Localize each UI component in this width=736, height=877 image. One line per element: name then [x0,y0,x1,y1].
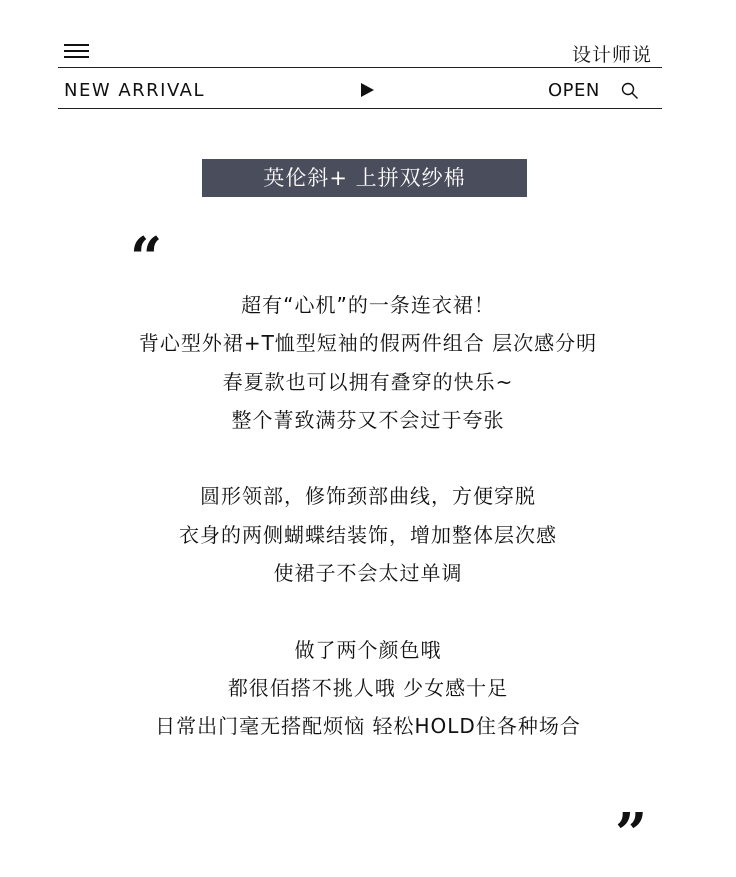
text-line: 圆形领部，修饰颈部曲线，方便穿脱 [200,484,536,509]
header-divider-bottom [58,108,662,109]
text-line: 衣身的两侧蝴蝶结装饰，增加整体层次感 [179,522,557,547]
close-quote-mark: ” [615,801,648,867]
text-line: 做了两个颜色哦 [294,637,442,662]
text-line: 背心型外裙+T恤型短袖的假两件组合 层次感分明 [138,331,598,356]
new-arrival-link[interactable]: NEW ARRIVAL [64,80,205,101]
open-quote-mark: “ [130,225,163,291]
text-line: 春夏款也可以拥有叠穿的快乐~ [222,369,514,394]
text-line: 日常出门毫无搭配烦恼 轻松HOLD住各种场合 [155,714,581,739]
section-banner: 英伦斜+ 上拼双纱棉 [202,159,527,197]
header-divider-top [58,67,662,68]
hamburger-menu-icon[interactable] [64,44,89,59]
search-icon[interactable] [621,82,639,100]
text-line: 整个菁致满芬又不会过于夸张 [231,407,505,432]
brand-title: 设计师说 [571,44,652,66]
text-line: 超有“心机”的一条连衣裙！ [241,293,495,317]
description-text [0,286,736,746]
text-line: 都很佰搭不挑人哦 少女感十足 [227,675,509,700]
text-line: 使裙子不会太过单调 [273,561,463,586]
play-icon[interactable] [361,83,374,97]
open-link[interactable]: OPEN [548,80,600,101]
